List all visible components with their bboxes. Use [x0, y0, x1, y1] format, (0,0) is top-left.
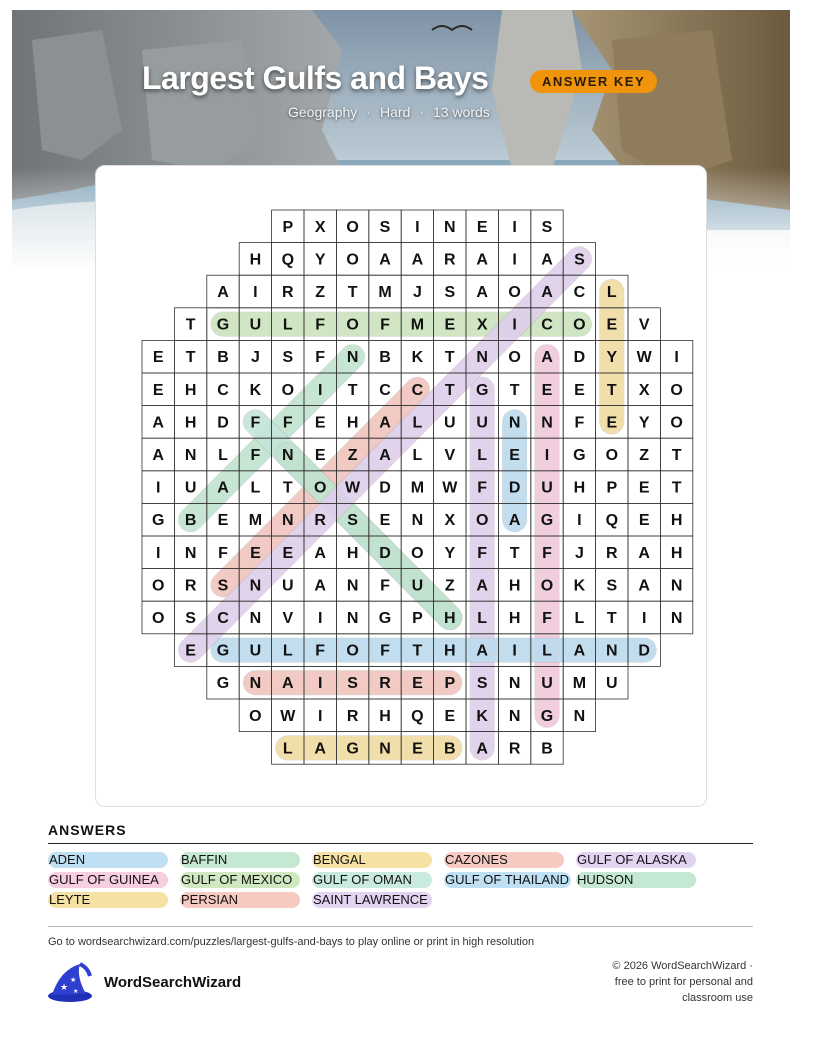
grid-letter: O: [346, 251, 359, 269]
grid-letter: T: [509, 381, 520, 399]
grid-letter: F: [282, 414, 293, 432]
grid-letter: L: [282, 642, 293, 660]
grid-letter: F: [477, 479, 488, 497]
grid-letter: T: [412, 642, 423, 660]
footer-divider: [48, 926, 753, 927]
grid-letter: S: [185, 610, 196, 627]
grid-letter: N: [508, 414, 521, 432]
category-label: Geography: [288, 104, 358, 120]
grid-letter: U: [541, 479, 553, 497]
grid-letter: H: [670, 544, 683, 562]
grid-letter: C: [411, 381, 424, 399]
wizard-hat-icon: [46, 962, 94, 1009]
grid-letter: G: [573, 447, 586, 464]
grid-letter: T: [606, 381, 617, 399]
copyright-line: free to print for personal and: [614, 976, 753, 988]
grid-letter: N: [184, 447, 197, 464]
grid-letter: H: [508, 577, 521, 595]
grid-letter: K: [573, 577, 586, 595]
grid-letter: R: [184, 577, 197, 595]
grid-letter: O: [151, 577, 165, 595]
grid-letter: Z: [444, 577, 455, 595]
grid-letter: A: [476, 740, 488, 758]
grid-letter: I: [317, 675, 323, 693]
grid-letter: F: [315, 316, 326, 334]
grid-letter: O: [605, 447, 619, 464]
grid-letter: F: [477, 544, 488, 562]
grid-letter: L: [250, 479, 261, 497]
grid-letter: R: [282, 284, 294, 301]
grid-letter: O: [151, 610, 165, 627]
grid-letter: J: [250, 349, 260, 367]
grid-letter: A: [282, 675, 294, 693]
grid-letter: J: [412, 284, 422, 301]
grid-letter: S: [217, 577, 229, 595]
answer-item: SAINT LAWRENCE: [312, 892, 432, 908]
answer-key-badge: ANSWER KEY: [530, 70, 657, 93]
grid-letter: G: [216, 316, 230, 334]
grid-letter: I: [512, 218, 517, 236]
grid-letter: G: [151, 512, 165, 530]
grid-letter: K: [249, 381, 262, 399]
grid-letter: Z: [315, 284, 326, 301]
answer-item: GULF OF GUINEA: [48, 872, 168, 888]
grid-letter: F: [542, 610, 552, 627]
grid-letter: E: [509, 447, 520, 464]
grid-letter: S: [541, 218, 553, 236]
grid-letter: R: [346, 707, 359, 725]
grid-letter: R: [444, 251, 456, 269]
grid-letter: A: [379, 447, 391, 464]
grid-letter: I: [544, 447, 550, 464]
grid-letter: K: [476, 707, 488, 725]
grid-letter: W: [345, 479, 361, 497]
grid-letter: E: [444, 316, 456, 334]
answer-item: GULF OF THAILAND: [445, 872, 570, 887]
grid-letter: N: [411, 512, 424, 530]
separator-dot: ·: [419, 104, 424, 120]
answer-item: GULF OF OMAN: [312, 872, 432, 888]
grid-letter: T: [347, 284, 358, 301]
grid-letter: C: [217, 610, 229, 627]
grid-letter: S: [282, 349, 294, 367]
svg-text:★: ★: [70, 976, 77, 984]
answer-item: GULF OF MEXICO: [180, 872, 300, 888]
grid-letter: U: [411, 577, 424, 595]
grid-letter: H: [444, 610, 456, 627]
grid-letter: O: [249, 707, 262, 725]
grid-letter: N: [606, 642, 618, 660]
grid-letter: N: [670, 577, 683, 595]
grid-letter: E: [217, 512, 229, 530]
grid-letter: H: [508, 610, 521, 627]
grid-letter: L: [477, 447, 488, 464]
grid-letter: G: [216, 675, 230, 693]
grid-letter: I: [512, 642, 517, 660]
grid-letter: A: [217, 284, 229, 301]
grid-letter: K: [411, 349, 424, 367]
grid-letter: L: [282, 740, 293, 758]
grid-letter: X: [638, 381, 650, 399]
grid-letter: M: [378, 284, 392, 301]
puzzle-card: [95, 165, 707, 807]
grid-letter: E: [574, 381, 585, 399]
grid-letter: E: [412, 740, 423, 758]
grid-letter: A: [638, 577, 650, 595]
grid-letter: F: [218, 544, 228, 562]
grid-letter: T: [606, 610, 617, 627]
grid-letter: A: [314, 740, 326, 758]
grid-letter: C: [217, 381, 229, 399]
grid-letter: D: [638, 642, 650, 660]
grid-letter: O: [411, 544, 424, 562]
grid-letter: I: [317, 381, 323, 399]
grid-letter: G: [216, 642, 230, 660]
grid-letter: V: [444, 447, 456, 464]
grid-letter: E: [152, 349, 164, 367]
grid-letter: B: [541, 740, 553, 758]
grid-letter: I: [317, 610, 323, 627]
grid-letter: D: [379, 479, 391, 497]
grid-letter: E: [250, 544, 261, 562]
grid-letter: M: [410, 479, 425, 497]
grid-letter: E: [282, 544, 294, 562]
grid-letter: A: [476, 284, 488, 301]
grid-letter: Y: [314, 251, 326, 269]
grid-letter: T: [347, 381, 358, 399]
grid-letter: L: [542, 642, 552, 660]
answer-item: BAFFIN: [180, 852, 300, 868]
grid-letter: R: [379, 675, 391, 693]
grid-letter: M: [248, 512, 263, 530]
grid-letter: D: [508, 479, 521, 497]
grid-letter: N: [508, 707, 521, 725]
grid-letter: F: [315, 349, 326, 367]
grid-letter: A: [379, 251, 391, 269]
grid-letter: B: [379, 349, 391, 367]
grid-letter: I: [317, 707, 323, 725]
grid-letter: U: [184, 479, 197, 497]
grid-letter: N: [508, 675, 521, 693]
grid-letter: S: [444, 284, 456, 301]
grid-letter: O: [475, 512, 489, 530]
grid-letter: A: [314, 577, 326, 595]
grid-letter: O: [346, 316, 359, 334]
grid-letter: S: [574, 251, 585, 269]
grid-letter: H: [346, 544, 359, 562]
grid-letter: O: [670, 381, 683, 399]
grid-letter: T: [671, 479, 682, 497]
grid-letter: H: [184, 381, 197, 399]
answers-divider: [48, 843, 753, 844]
puzzle-meta: [288, 104, 490, 120]
grid-letter: E: [444, 707, 456, 725]
grid-letter: N: [476, 349, 488, 367]
grid-letter: A: [541, 349, 553, 367]
grid-letter: E: [379, 512, 391, 530]
grid-letter: O: [508, 284, 521, 301]
grid-letter: R: [606, 544, 618, 562]
grid-letter: Q: [281, 251, 295, 269]
grid-letter: J: [574, 544, 584, 562]
grid-letter: F: [380, 577, 390, 595]
grid-letter: A: [476, 642, 488, 660]
answer-item: BENGAL: [312, 852, 432, 868]
answer-item: HUDSON: [576, 872, 696, 888]
grid-letter: E: [412, 675, 423, 693]
grid-letter: T: [282, 479, 293, 497]
grid-letter: N: [444, 218, 456, 236]
grid-letter: B: [217, 349, 229, 367]
grid-letter: A: [314, 544, 326, 562]
grid-letter: Z: [347, 447, 358, 464]
grid-letter: I: [155, 544, 161, 562]
grid-letter: S: [476, 675, 488, 693]
grid-letter: T: [671, 447, 682, 464]
grid-letter: T: [444, 349, 455, 367]
grid-letter: I: [253, 284, 258, 301]
grid-letter: A: [217, 479, 229, 497]
grid-letter: E: [476, 218, 488, 236]
grid-letter: A: [476, 577, 488, 595]
svg-text:★: ★: [73, 988, 79, 995]
copyright-line: © 2026 WordSearchWizard ·: [612, 960, 753, 972]
grid-letter: N: [346, 577, 359, 595]
grid-letter: Y: [444, 544, 456, 562]
grid-letter: R: [508, 740, 521, 758]
grid-letter: H: [184, 414, 197, 432]
grid-letter: U: [249, 316, 262, 334]
grid-letter: M: [572, 675, 587, 693]
grid-letter: O: [346, 218, 359, 236]
grid-letter: F: [250, 414, 261, 432]
page-title: Largest Gulfs and Bays: [142, 60, 489, 96]
difficulty-label: Hard: [379, 104, 411, 120]
grid-letter: W: [636, 349, 652, 367]
grid-letter: P: [282, 218, 294, 236]
grid-letter: E: [606, 316, 618, 334]
grid-letter: H: [379, 707, 391, 725]
svg-text:★: ★: [60, 983, 69, 993]
grid-letter: I: [155, 479, 161, 497]
grid-letter: A: [508, 512, 521, 530]
grid-letter: E: [185, 642, 196, 660]
grid-letter: G: [378, 610, 392, 627]
grid-letter: M: [410, 316, 425, 334]
word-count-label: 13 words: [432, 104, 490, 120]
grid-letter: D: [573, 349, 586, 367]
grid-letter: A: [476, 251, 488, 269]
grid-letter: R: [314, 512, 326, 530]
grid-letter: U: [249, 642, 262, 660]
grid-letter: L: [574, 610, 585, 627]
grid-letter: P: [444, 675, 456, 693]
grid-letter: L: [606, 284, 617, 301]
grid-letter: C: [541, 316, 553, 334]
grid-letter: G: [540, 707, 554, 725]
grid-letter: D: [379, 544, 391, 562]
grid-letter: A: [379, 414, 391, 432]
grid-letter: E: [638, 479, 650, 497]
grid-letter: H: [444, 642, 456, 660]
word-search-grid: [96, 166, 706, 806]
grid-letter: N: [249, 577, 262, 595]
grid-letter: V: [282, 610, 294, 627]
grid-letter: H: [249, 251, 262, 269]
grid-letter: N: [282, 512, 294, 530]
grid-letter: Q: [411, 707, 424, 725]
brand-name: WordSearchWizard: [104, 974, 242, 991]
grid-letter: B: [184, 512, 197, 530]
grid-letter: N: [346, 349, 359, 367]
grid-letter: W: [280, 707, 296, 725]
grid-letter: O: [346, 642, 359, 660]
grid-letter: W: [442, 479, 458, 497]
grid-letter: X: [444, 512, 456, 530]
grid-letter: P: [412, 610, 423, 627]
grid-letter: U: [606, 675, 618, 693]
grid-letter: I: [674, 349, 679, 367]
grid-letter: S: [347, 512, 358, 530]
grid-letter: N: [541, 414, 553, 432]
grid-letter: F: [315, 642, 326, 660]
grid-letter: N: [573, 707, 586, 725]
answer-item: GULF OF ALASKA: [576, 852, 696, 868]
grid-letter: E: [606, 414, 618, 432]
answer-item: CAZONES: [444, 852, 564, 868]
grid-letter: U: [541, 675, 553, 693]
grid-letter: I: [415, 218, 420, 236]
grid-letter: P: [606, 479, 618, 497]
grid-letter: A: [541, 284, 553, 301]
grid-letter: E: [541, 381, 553, 399]
grid-letter: U: [282, 577, 294, 595]
grid-letter: B: [444, 740, 456, 758]
grid-letter: E: [152, 381, 164, 399]
separator-dot: ·: [366, 104, 371, 120]
grid-letter: G: [346, 740, 359, 758]
grid-letter: L: [282, 316, 293, 334]
grid-letter: T: [185, 316, 196, 334]
grid-letter: I: [512, 251, 517, 269]
grid-letter: E: [314, 414, 326, 432]
grid-letter: N: [379, 740, 391, 758]
grid-letter: L: [477, 610, 488, 627]
grid-letter: O: [670, 414, 683, 432]
grid-letter: D: [217, 414, 229, 432]
grid-letter: O: [540, 577, 554, 595]
grid-letter: T: [509, 544, 520, 562]
answer-item: LEYTE: [48, 892, 168, 908]
grid-letter: A: [411, 251, 424, 269]
grid-letter: I: [512, 316, 517, 334]
grid-letter: Z: [639, 447, 650, 464]
answer-item: ADEN: [48, 852, 168, 868]
grid-letter: N: [346, 610, 359, 627]
grid-letter: H: [346, 414, 359, 432]
answer-item: PERSIAN: [180, 892, 300, 908]
grid-letter: N: [249, 675, 262, 693]
grid-letter: O: [573, 316, 586, 334]
grid-letter: S: [606, 577, 618, 595]
answers-heading: ANSWERS: [48, 822, 127, 838]
grid-letter: G: [540, 512, 554, 530]
grid-letter: E: [314, 447, 326, 464]
grid-letter: C: [573, 284, 586, 301]
grid-letter: T: [185, 349, 196, 367]
grid-letter: A: [573, 642, 586, 660]
grid-letter: A: [541, 251, 553, 269]
grid-letter: A: [152, 414, 164, 432]
copyright-line: classroom use: [682, 992, 753, 1004]
grid-letter: N: [670, 610, 683, 627]
grid-letter: F: [250, 447, 261, 464]
grid-letter: Y: [638, 414, 650, 432]
grid-letter: I: [641, 610, 647, 627]
grid-letter: N: [184, 544, 197, 562]
grid-letter: O: [508, 349, 521, 367]
grid-letter: X: [314, 218, 326, 236]
grid-letter: V: [638, 316, 650, 334]
puzzle-link-text[interactable]: Go to wordsearchwizard.com/puzzles/largest-gulfs-and-bays to play online or print in high resolution: [48, 936, 535, 948]
grid-letter: O: [313, 479, 327, 497]
grid-letter: F: [574, 414, 585, 432]
grid-letter: L: [412, 447, 423, 464]
grid-letter: H: [670, 512, 683, 530]
grid-letter: Y: [606, 349, 618, 367]
grid-letter: E: [638, 512, 650, 530]
grid-letter: X: [476, 316, 488, 334]
grid-letter: A: [638, 544, 650, 562]
grid-letter: T: [444, 381, 455, 399]
grid-letter: S: [379, 218, 391, 236]
grid-letter: G: [475, 381, 489, 399]
grid-letter: N: [249, 610, 262, 627]
grid-letter: Q: [605, 512, 619, 530]
grid-letter: A: [152, 447, 164, 464]
grid-letter: S: [347, 675, 358, 693]
grid-letter: F: [380, 316, 390, 334]
grid-letter: L: [412, 414, 423, 432]
grid-letter: N: [282, 447, 294, 464]
grid-letter: U: [476, 414, 488, 432]
grid-letter: F: [542, 544, 552, 562]
grid-letter: O: [281, 381, 295, 399]
grid-letter: I: [577, 512, 582, 530]
grid-letter: L: [218, 447, 228, 464]
grid-letter: C: [379, 381, 391, 399]
grid-letter: U: [444, 414, 456, 432]
grid-letter: H: [573, 479, 586, 497]
copyright-notice: [560, 958, 753, 1006]
grid-letter: F: [380, 642, 390, 660]
